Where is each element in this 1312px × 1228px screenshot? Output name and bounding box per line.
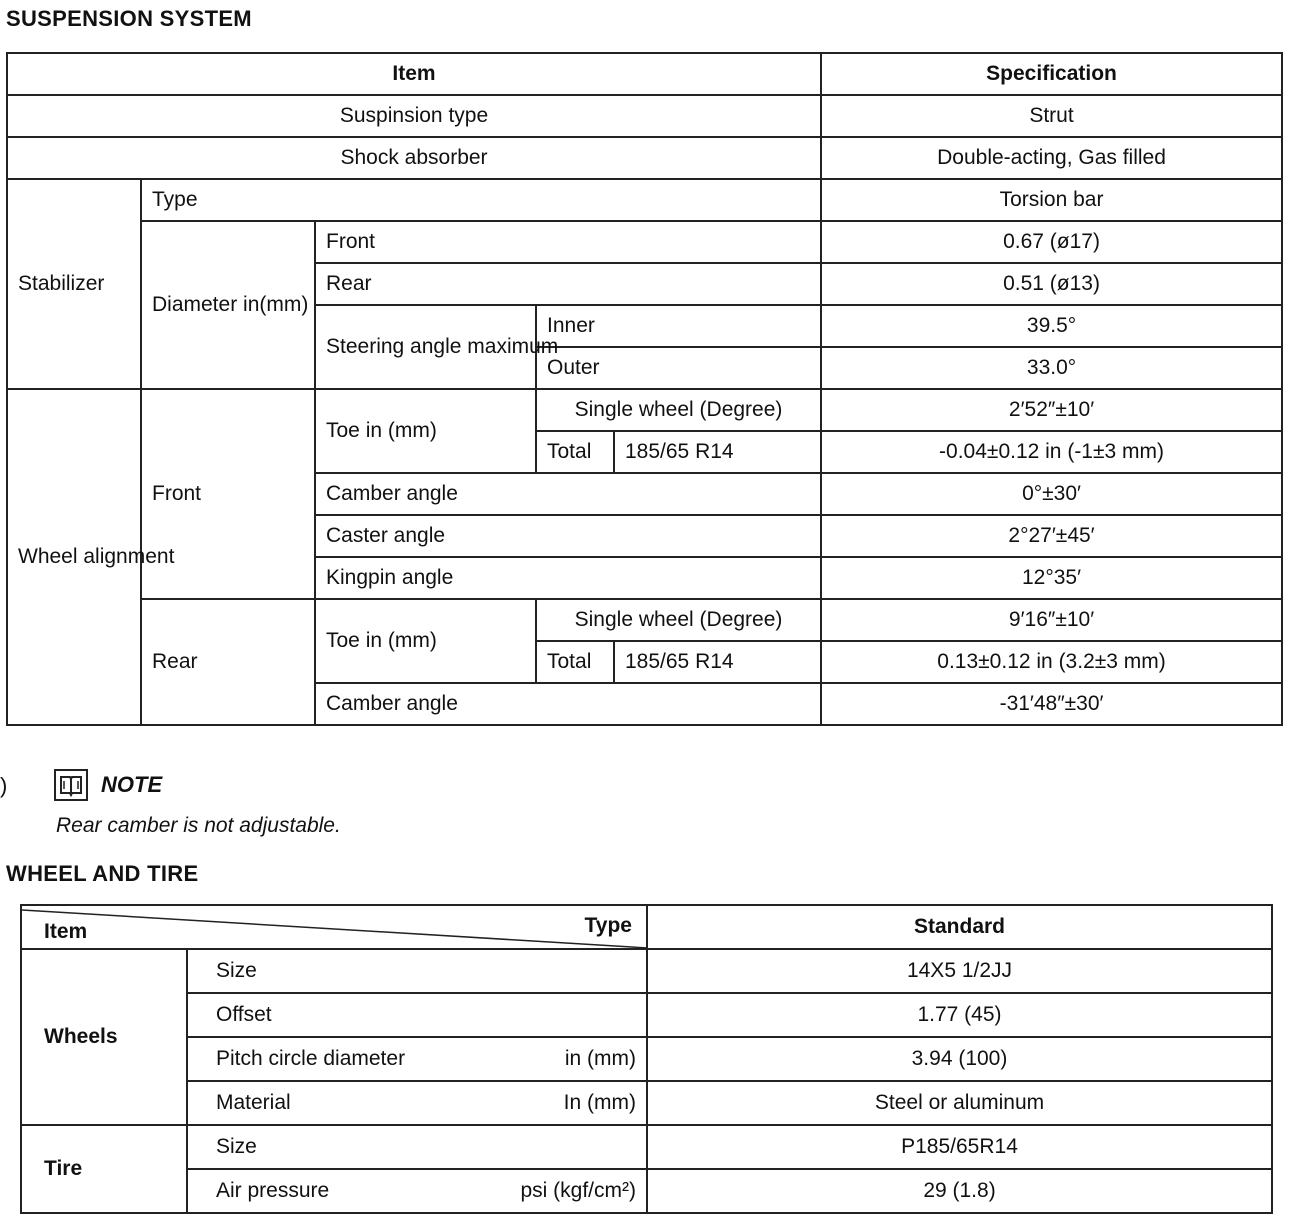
spec-header: Specification <box>821 53 1282 95</box>
front-caster-value: 2°27′±45′ <box>821 515 1282 557</box>
shock-absorber-value: Double-acting, Gas filled <box>821 137 1282 179</box>
diameter-front-value: 0.67 (ø17) <box>821 221 1282 263</box>
diameter-rear-value: 0.51 (ø13) <box>821 263 1282 305</box>
front-kingpin-value: 12°35′ <box>821 557 1282 599</box>
wheel-size-label: Size <box>187 949 647 993</box>
table-header-row <box>21 905 1272 949</box>
suspension-spec-table <box>6 52 1283 726</box>
wheels-label: Wheels <box>21 949 187 1125</box>
table-row <box>21 1081 1272 1125</box>
alignment-front-label: Front <box>141 389 315 599</box>
front-kingpin-label: Kingpin angle <box>315 557 821 599</box>
rear-camber-label: Camber angle <box>315 683 821 725</box>
table-row <box>21 1125 1272 1169</box>
note-margin-marker: ) <box>0 773 8 798</box>
front-toe-label: Toe in (mm) <box>315 389 536 473</box>
tire-label: Tire <box>21 1125 187 1213</box>
wheel-offset-label: Offset <box>187 993 647 1037</box>
material-unit: In (mm) <box>563 1091 636 1115</box>
wheel-tire-table <box>20 904 1273 1214</box>
item-type-header <box>21 905 647 949</box>
front-total-label: Total <box>536 431 614 473</box>
front-total-tire: 185/65 R14 <box>614 431 821 473</box>
air-pressure-cell <box>187 1169 647 1213</box>
table-row <box>7 599 1282 641</box>
front-single-wheel-label: Single wheel (Degree) <box>536 389 821 431</box>
front-camber-label: Camber angle <box>315 473 821 515</box>
suspension-type-value: Strut <box>821 95 1282 137</box>
rear-single-wheel-value: 9′16″±10′ <box>821 599 1282 641</box>
rear-single-wheel-label: Single wheel (Degree) <box>536 599 821 641</box>
table-row <box>7 221 1282 263</box>
diagonal-divider <box>22 906 648 950</box>
note-text: Rear camber is not adjustable. <box>56 814 341 837</box>
steering-angle-label: Steering angle maximum <box>315 305 536 389</box>
rear-camber-value: -31′48″±30′ <box>821 683 1282 725</box>
suspension-type-label: Suspinsion type <box>7 95 821 137</box>
diameter-front-label: Front <box>315 221 821 263</box>
standard-header: Standard <box>647 905 1272 949</box>
pcd-label: Pitch circle diameter <box>216 1047 406 1071</box>
stabilizer-label: Stabilizer <box>7 179 141 389</box>
wheel-size-value: 14X5 1/2JJ <box>647 949 1272 993</box>
alignment-rear-label: Rear <box>141 599 315 725</box>
steering-inner-label: Inner <box>536 305 821 347</box>
steering-outer-label: Outer <box>536 347 821 389</box>
air-pressure-label: Air pressure <box>216 1179 330 1203</box>
table-row <box>7 95 1282 137</box>
wheel-offset-value: 1.77 (45) <box>647 993 1272 1037</box>
wheel-and-tire-heading: WHEEL AND TIRE <box>6 861 199 886</box>
table-row <box>21 993 1272 1037</box>
table-row <box>7 179 1282 221</box>
steering-inner-value: 39.5° <box>821 305 1282 347</box>
front-caster-label: Caster angle <box>315 515 821 557</box>
rear-toe-label: Toe in (mm) <box>315 599 536 683</box>
air-pressure-unit: psi (kgf/cm²) <box>520 1179 636 1203</box>
table-row <box>7 389 1282 431</box>
front-single-wheel-value: 2′52″±10′ <box>821 389 1282 431</box>
material-value: Steel or aluminum <box>647 1081 1272 1125</box>
item-header: Item <box>7 53 821 95</box>
book-icon <box>54 769 88 801</box>
table-header-row <box>7 53 1282 95</box>
table-row <box>21 949 1272 993</box>
wheel-alignment-label: Wheel alignment <box>7 389 141 725</box>
pcd-value: 3.94 (100) <box>647 1037 1272 1081</box>
steering-outer-value: 33.0° <box>821 347 1282 389</box>
rear-total-value: 0.13±0.12 in (3.2±3 mm) <box>821 641 1282 683</box>
table-row <box>21 1169 1272 1213</box>
stabilizer-type-label: Type <box>141 179 821 221</box>
pcd-cell <box>187 1037 647 1081</box>
table-row <box>21 1037 1272 1081</box>
material-label: Material <box>216 1091 291 1115</box>
shock-absorber-label: Shock absorber <box>7 137 821 179</box>
stabilizer-type-value: Torsion bar <box>821 179 1282 221</box>
table-row <box>7 137 1282 179</box>
rear-total-label: Total <box>536 641 614 683</box>
diameter-rear-label: Rear <box>315 263 821 305</box>
pcd-unit: in (mm) <box>564 1047 636 1071</box>
note-title: NOTE <box>101 772 163 797</box>
tire-size-value: P185/65R14 <box>647 1125 1272 1169</box>
type-header: Type <box>584 914 632 937</box>
rear-total-tire: 185/65 R14 <box>614 641 821 683</box>
suspension-system-heading: SUSPENSION SYSTEM <box>6 6 252 31</box>
air-pressure-value: 29 (1.8) <box>647 1169 1272 1213</box>
diameter-label: Diameter in(mm) <box>141 221 315 389</box>
front-camber-value: 0°±30′ <box>821 473 1282 515</box>
tire-size-label: Size <box>187 1125 647 1169</box>
front-total-value: -0.04±0.12 in (-1±3 mm) <box>821 431 1282 473</box>
material-cell <box>187 1081 647 1125</box>
item-header: Item <box>44 919 88 943</box>
